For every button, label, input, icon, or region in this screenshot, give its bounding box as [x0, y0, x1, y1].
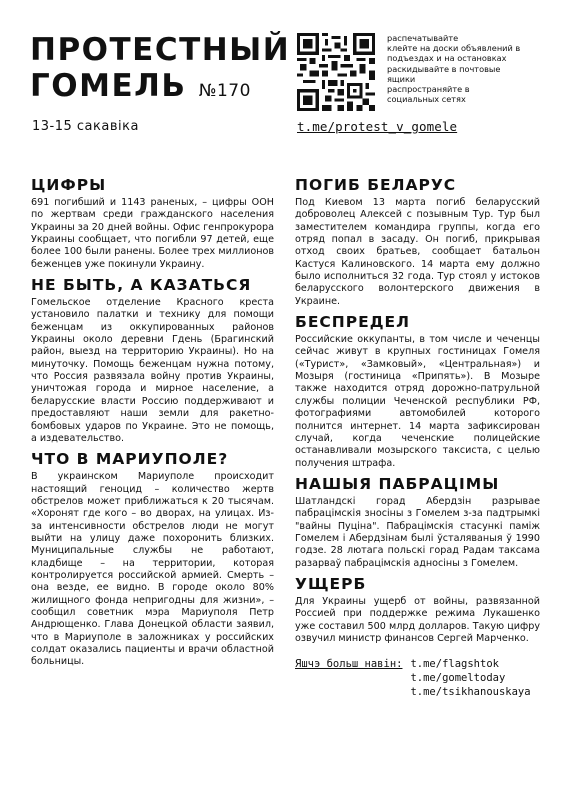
right-column	[295, 176, 540, 699]
section-title: УЩЕРБ	[295, 574, 367, 593]
section-lawless	[295, 313, 540, 470]
section-text: Российские оккупанты, в том числе и чеченцы сейчас живут в крупных гостиницах Гомеля («Турист», «Замковый», «Центральная») и Мозыря (гостиница «Припять»). В Мозыре также находится отряд дорожно-патрульной службы полиции Чеченской республики РФ, фотографиями автомобилей которого полнится интернет. 14 марта зафиксирован случай, когда чеченские полицейские останавливали мозырского таксиста, с целью получения штрафа.	[295, 334, 540, 469]
section-text: В украинском Мариуполе происходит настоящий геноцид – количество жертв обстрелов может приближаться к 20 тысячам. «Хоронят где кого – во дворах, на улицах. Из-за интенсивности обстрелов люди не могут выйти на улицу даже похоронить близких. Муниципальные службы не работают, кладбище – на территории, которая контролируется российской армией. Смерть – она везде, ее видно. В городе около 80% жилищного фонда непригодны для жизни», – сообщил советник мэра Мариуполя Петр Андрющенко. Глава Донецкой области заявил, что в Мариуполе в заложниках у российских солдат оказались пациенты и врачи областной больницы.	[31, 471, 274, 668]
section-text: Для Украины ущерб от войны, развязанной Россией при поддержке режима Лукашенко уже составил 500 млрд долларов. Такую цифру озвучил министр финансов Сергей Марченко.	[295, 595, 540, 644]
issue-number: №170	[198, 81, 251, 101]
masthead-title	[30, 32, 290, 109]
section-text: Под Киевом 13 марта погиб беларусский доброволец Алексей с позывным Тур. Тур был заместителем командира группы, когда его отряд попал в засаду. Он погиб, прикрывая отход своих братьев, сообщает батальон Кастуся Калиновского. 14 марта ему должно было исполниться 32 года. Тур стоял у истоков беларусского волонтерского движения в Украине.	[295, 197, 540, 307]
qr-code-icon	[297, 33, 375, 111]
footer-link[interactable]: t.me/flagshtok	[410, 658, 499, 671]
hint-line: социальных сетях	[387, 94, 466, 105]
hint-line: клейте на доски объявлений в	[387, 43, 521, 54]
section-title: ЦИФРЫ	[31, 176, 107, 194]
title-line-1: ПРОТЕСТНЫЙ	[30, 32, 291, 68]
section-text: 691 погибший и 1143 раненых, – цифры ООН по жертвам среди гражданского населения Украины за 20 дней войны. Офис генпрокурора Украины сообщает, что погибли 97 детей, еще более 100 были ранены. Более трех миллионов беженцев уже покинули Украину.	[31, 197, 274, 270]
distribution-hints	[387, 33, 552, 104]
section-twins	[295, 475, 540, 570]
section-died	[295, 176, 540, 308]
hint-line: ящики	[387, 73, 416, 84]
channel-link[interactable]: t.me/protest_v_gomele	[297, 119, 458, 134]
more-news	[295, 657, 540, 699]
left-column	[31, 176, 274, 674]
title-line-2	[30, 68, 290, 109]
section-title: НАШЫЯ ПАБРАЦІМЫ	[295, 474, 500, 493]
hint-line: распечатывайте	[387, 33, 459, 43]
more-news-links	[410, 657, 530, 699]
title-city: ГОМЕЛЬ	[30, 68, 187, 104]
section-numbers	[31, 176, 274, 271]
section-damage	[295, 575, 540, 645]
section-title: ПОГИБ БЕЛАРУС	[295, 176, 457, 194]
section-title: НЕ БЫТЬ, А КАЗАТЬСЯ	[31, 276, 252, 295]
section-title: ЧТО В МАРИУПОЛЕ?	[31, 450, 229, 469]
section-title: БЕСПРЕДЕЛ	[295, 313, 410, 332]
issue-date: 13-15 сакавіка	[32, 119, 139, 134]
hint-line: распространяйте в	[387, 84, 470, 95]
footer-link[interactable]: t.me/gomeltoday	[410, 672, 506, 685]
hint-line: раскидывайте в почтовые	[387, 63, 501, 74]
section-notbe	[31, 276, 274, 445]
section-mariupol	[31, 450, 274, 669]
section-text: Шатландскі горад Абердзін разрывае пабрацімскія зносіны з Гомелем з-за падтрымкі "вайны Пуціна". Пабрацімскія стасункі паміж Гомелем і Абердзінам былі ўсталяваныя ў 1990 годзе. 28 лютага польскі горад Радам таксама разарваў пабрацімскія адносіны з Гомелем.	[295, 495, 540, 569]
more-news-label: Яшчэ больш навін:	[295, 658, 403, 671]
footer-link[interactable]: t.me/tsikhanouskaya	[410, 686, 531, 699]
section-text: Гомельское отделение Красного креста установило палатки и технику для помощи беженцам из оккупированных районов Украины около деревни Гдень (Брагинский район, выезд на территорию Украины). Но на минуточку. Помощь беженцам нужна потому, что Россия развязала войну против Украины, уничтожая города и мирное население, а беларусские власти Россию поддерживают и предоставляют наши земли для ракетно-бомбовых ударов по Украине. Это не помощь, а издевательство.	[31, 297, 274, 444]
hint-line: подъездах и на остановках	[387, 53, 507, 64]
